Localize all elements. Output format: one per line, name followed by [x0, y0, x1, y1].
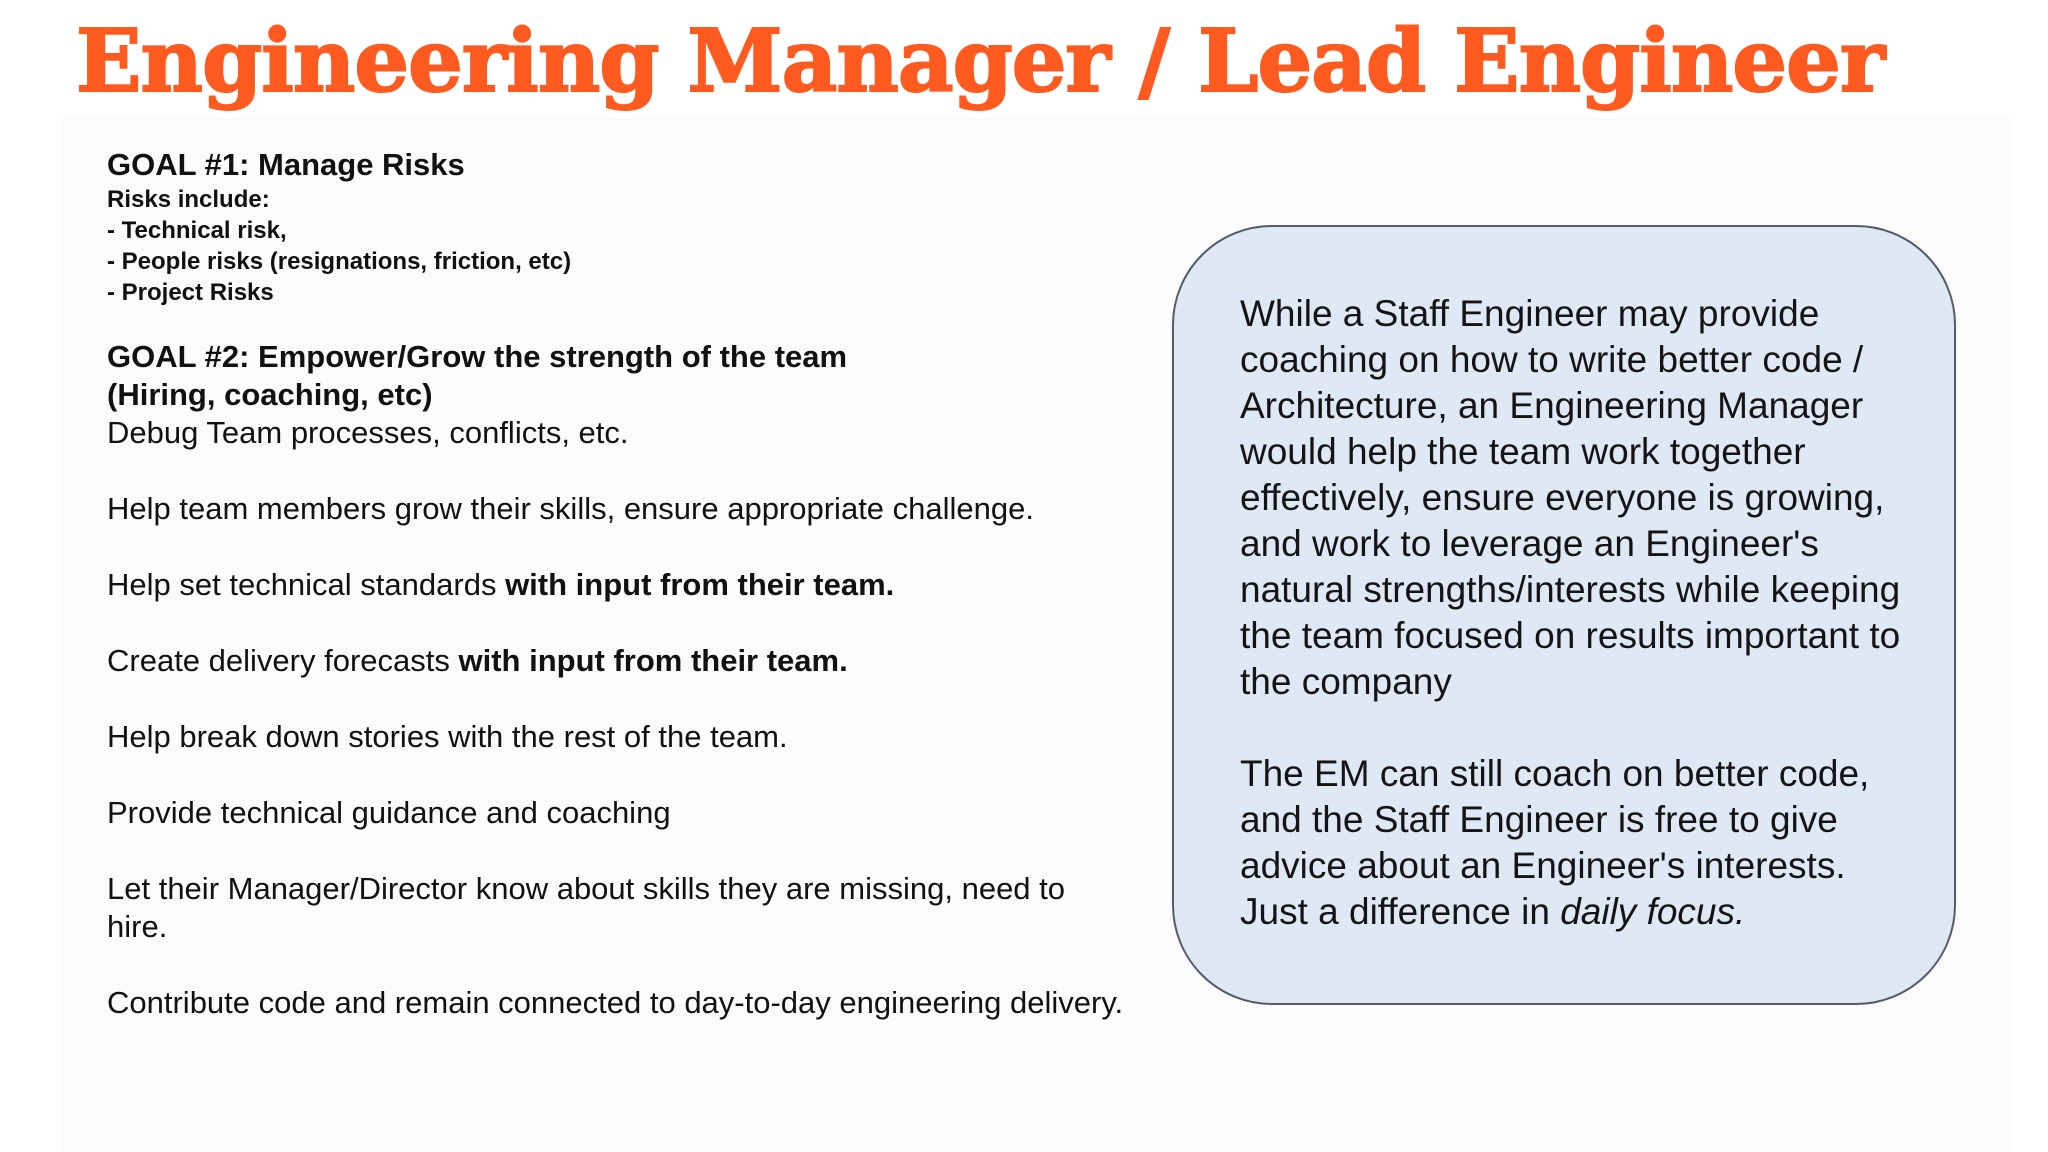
daily-focus-emphasis: daily focus. — [1560, 891, 1746, 932]
emphasis-text: with input from their team. — [505, 567, 895, 602]
goal-2-section — [107, 338, 1127, 414]
responsibility-list — [107, 414, 1127, 1022]
responsibility-item: Help break down stories with the rest of the team. — [107, 719, 788, 754]
page-title: Engineering Manager / Lead Engineer — [76, 11, 1885, 112]
responsibilities-column — [107, 146, 1127, 1022]
responsibility-item: Debug Team processes, conflicts, etc. — [107, 415, 629, 450]
risk-item: - Technical risk, — [107, 217, 287, 244]
risks-intro: Risks include: — [107, 186, 270, 213]
goal-2-heading-line1: GOAL #2: Empower/Grow the strength of the team — [107, 339, 848, 374]
risk-item: - People risks (resignations, friction, etc) — [107, 248, 572, 275]
goal-1-heading: GOAL #1: Manage Risks — [107, 147, 465, 182]
responsibility-item: Let their Manager/Director know about skills they are missing, need to hire. — [107, 871, 1066, 944]
responsibility-item: Help set technical standards with input from their team. — [107, 567, 895, 602]
callout-paragraph-1: While a Staff Engineer may provide coaching on how to write better code / Architecture, an Engineering Manager would help the team work together effectively, ensure everyone is growing, and work to leverage an Engineer's natural strengths/interests while keeping the team focused on results important to the company — [1240, 293, 1901, 702]
emphasis-text: with input from their team. — [458, 643, 848, 678]
responsibility-item: Help team members grow their skills, ensure appropriate challenge. — [107, 491, 1034, 526]
responsibility-item: Provide technical guidance and coaching — [107, 795, 671, 830]
staff-vs-em-callout — [1172, 225, 1956, 1005]
responsibility-item: Contribute code and remain connected to day-to-day engineering delivery. — [107, 985, 1124, 1020]
risk-item: - Project Risks — [107, 279, 274, 306]
responsibility-item: Create delivery forecasts with input from their team. — [107, 643, 848, 678]
goal-1-section — [107, 146, 1127, 308]
callout-paragraph-2: The EM can still coach on better code, and the Staff Engineer is free to give advice about an Engineer's interests. Just a difference in daily focus. — [1240, 753, 1870, 932]
goal-2-heading — [107, 338, 1127, 414]
goal-2-heading-line2: (Hiring, coaching, etc) — [107, 377, 433, 412]
